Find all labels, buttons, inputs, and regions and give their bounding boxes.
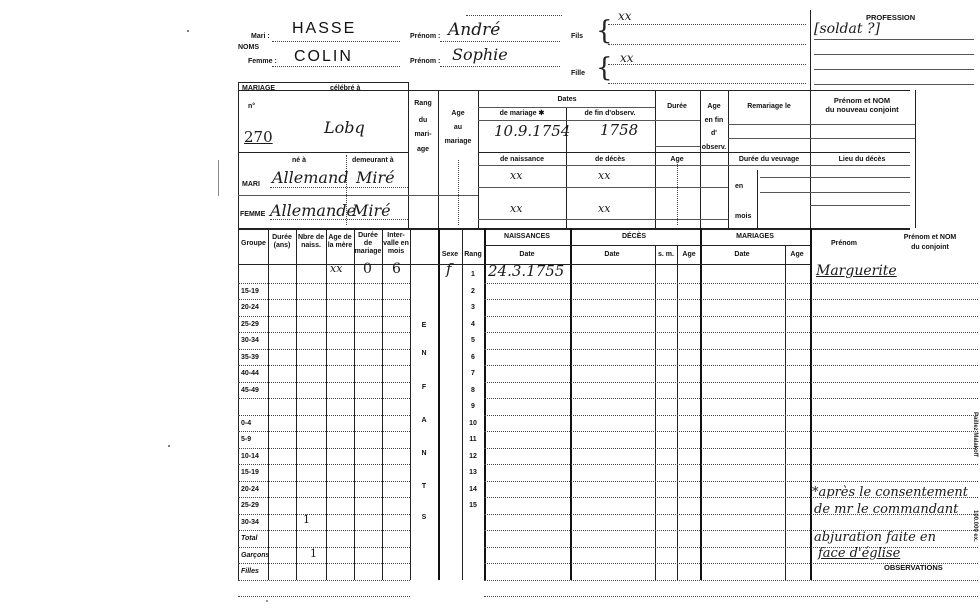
filles-value: 1 — [310, 547, 317, 560]
date-fin-observation: 1758 — [600, 121, 639, 139]
total-value: 1 — [303, 513, 310, 526]
rank-number: 7 — [471, 370, 475, 377]
mari-label: Mari : — [251, 33, 270, 40]
group-label-bottom: 0-4 — [241, 420, 252, 427]
femme-prenom: Sophie — [452, 45, 508, 64]
observation-line-4: face d'église — [818, 546, 901, 561]
group-label-top: 30-34 — [241, 337, 259, 344]
rank-number: 12 — [469, 453, 477, 460]
observation-line-2: de mr le commandant — [814, 502, 959, 517]
fils-mark: xx — [618, 9, 632, 23]
group-label-top: 45-49 — [241, 387, 259, 394]
group-label-bottom: 20-24 — [241, 486, 259, 493]
rank-number: 11 — [469, 436, 477, 443]
rank-number: 5 — [471, 337, 475, 344]
dates-label: Dates — [557, 96, 577, 103]
group-label-top: 20-24 — [241, 304, 259, 311]
group-label-top: 25-29 — [241, 321, 259, 328]
mari-ne-a: Allemand — [272, 168, 349, 187]
fille-mark: xx — [620, 51, 634, 65]
rank-number: 13 — [469, 469, 477, 476]
rank-number: 9 — [471, 403, 475, 410]
group-label-bottom: 5-9 — [241, 436, 252, 443]
femme-demeurant: Miré — [352, 201, 391, 220]
celebre-label: célébré à — [330, 85, 361, 92]
mari-prenom: André — [448, 20, 501, 40]
first-naissance-date: 24.3.1755 — [488, 262, 565, 280]
femme-ne-a: Allemande — [270, 201, 356, 220]
group-label-top: 35-39 — [241, 354, 259, 361]
rank-number: 10 — [469, 420, 477, 427]
profession-value: [soldat ?] — [814, 21, 880, 37]
femme-nom: COLIN — [294, 48, 353, 65]
first-intervalle: 6 — [392, 261, 401, 277]
summary-label: Filles — [241, 568, 259, 575]
rank-number: 3 — [471, 304, 475, 311]
femme-label: Femme : — [248, 58, 277, 65]
fille-label: Fille — [571, 70, 586, 77]
summary-label: Garçons — [241, 552, 270, 559]
summary-label: Total — [241, 535, 258, 542]
mariage-title: MARIAGE — [242, 85, 276, 92]
group-label-top: 40-44 — [241, 370, 259, 377]
first-sexe: f — [446, 260, 452, 278]
rank-number: 14 — [469, 486, 477, 493]
groupe-label: Groupe — [241, 240, 266, 247]
rank-number: 15 — [469, 502, 477, 509]
date-mariage: 10.9.1754 — [494, 122, 571, 140]
rank-number: 8 — [471, 387, 475, 394]
mariage-numero: 270 — [244, 128, 273, 146]
prenom-label-femme: Prénom : — [410, 58, 441, 65]
rank-number: 6 — [471, 354, 475, 361]
observations-label: OBSERVATIONS — [884, 563, 943, 572]
observation-line-1: *après le consentement — [812, 485, 969, 500]
mariage-lieu: Lobq — [324, 118, 365, 137]
group-label-top: 15-19 — [241, 288, 259, 295]
printer-name: Paillez Malakoff — [972, 412, 978, 457]
mari-demeurant: Miré — [356, 168, 395, 187]
mari-nom: HASSE — [292, 20, 357, 37]
observation-line-3: abjuration faite en — [814, 530, 936, 545]
noms-label: NOMS — [238, 44, 259, 51]
print-run: 100.000 ex. — [972, 510, 978, 542]
group-label-bottom: 10-14 — [241, 453, 259, 460]
prenom-label-mari: Prénom : — [410, 33, 441, 40]
group-label-bottom: 15-19 — [241, 469, 259, 476]
group-label-bottom: 25-29 — [241, 502, 259, 509]
first-age-mere: xx — [330, 262, 343, 275]
numero-label: n° — [248, 103, 256, 110]
group-label-bottom: 30-34 — [241, 519, 259, 526]
fils-label: Fils — [571, 33, 584, 40]
profession-label: PROFESSION — [866, 13, 916, 22]
rank-number: 4 — [471, 321, 475, 328]
rank-number: 2 — [471, 288, 475, 295]
rank-number: 1 — [471, 271, 475, 278]
first-prenom: Marguerite — [816, 263, 897, 279]
first-duree-mariage: 0 — [363, 261, 372, 277]
